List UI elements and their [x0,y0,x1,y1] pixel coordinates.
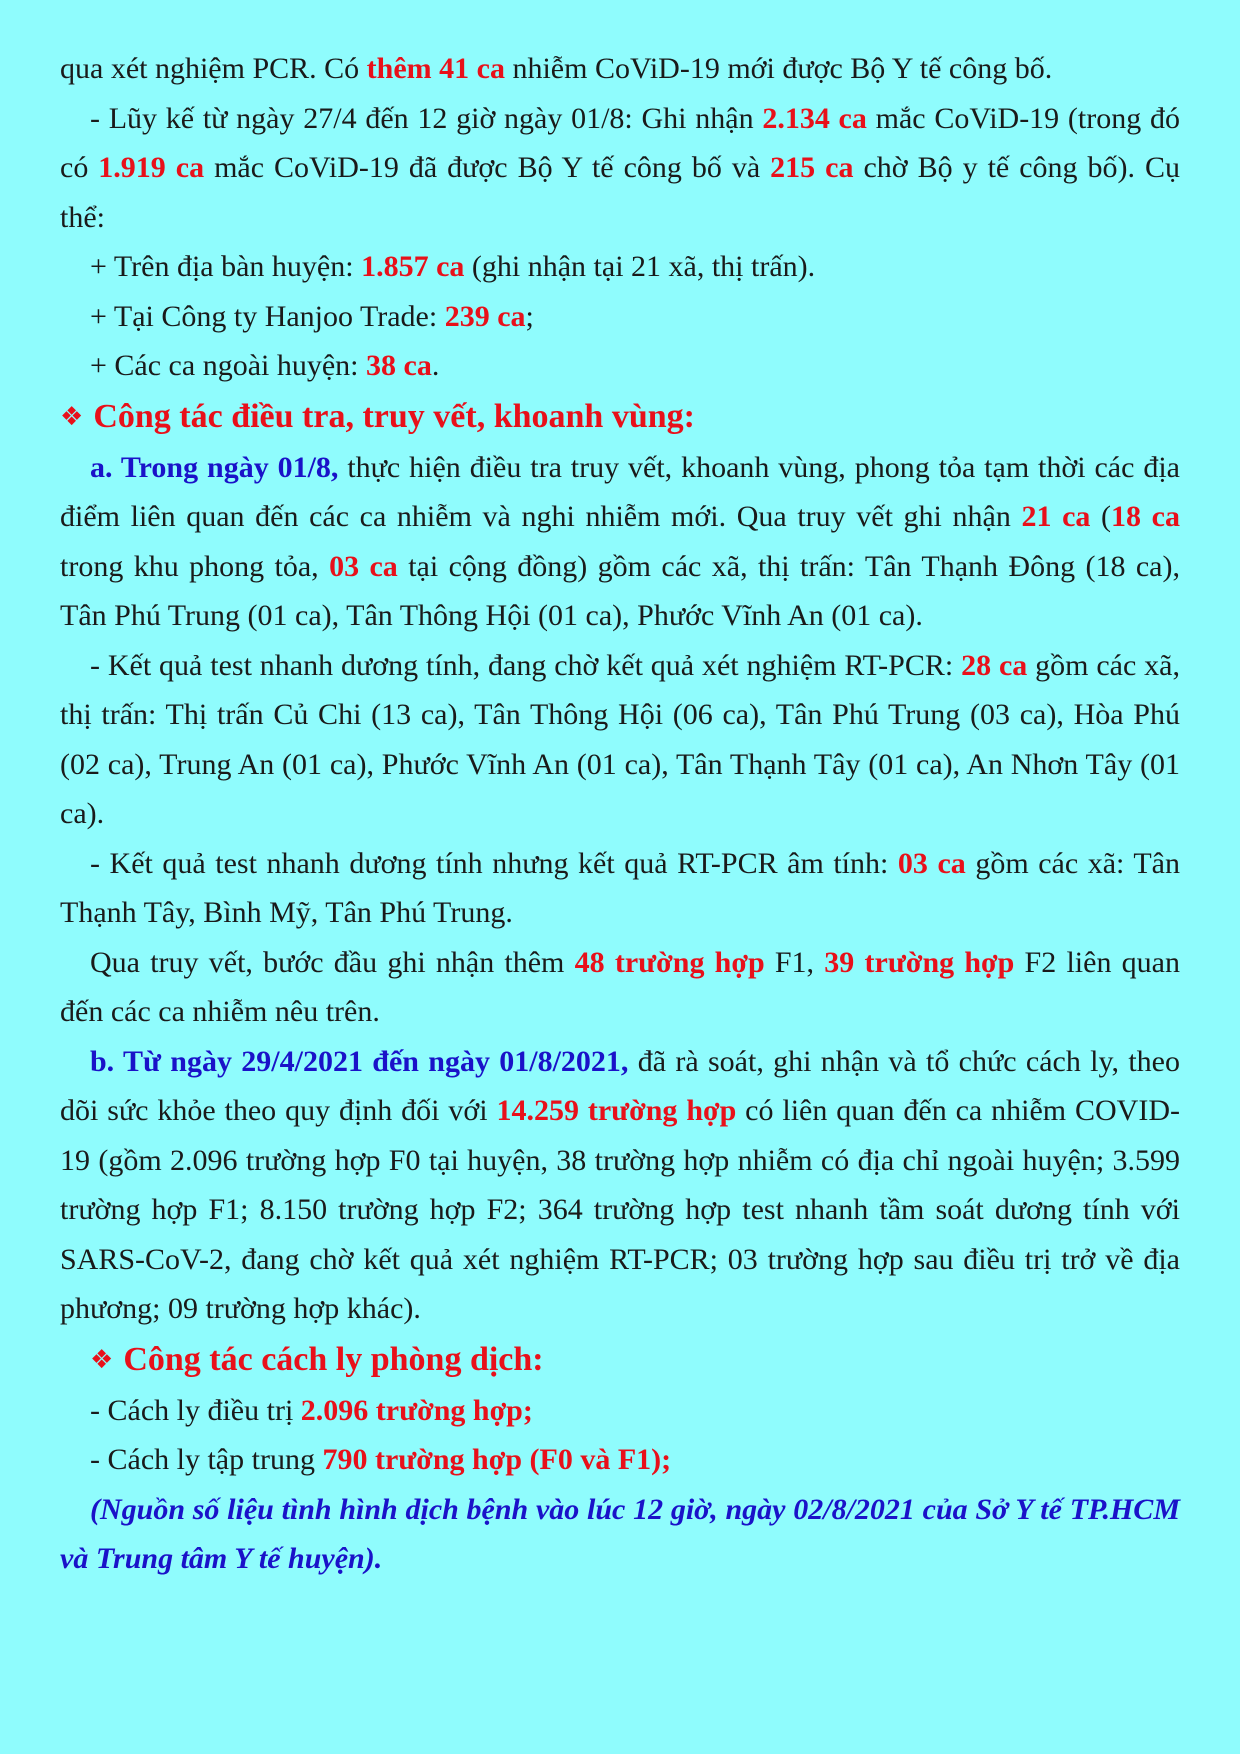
paragraph-new-cases: qua xét nghiệm PCR. Có thêm 41 ca nhiễm CoViD-19 mới được Bộ Y tế công bố. [60,52,1053,85]
source-note: (Nguồn số liệu tình hình dịch bệnh vào lúc 12 giờ, ngày 02/8/2021 của Sở Y tế TP.HCM và Trung tâm Y tế huyện). [60,1492,1180,1575]
highlight-announced-cases: 1.919 ca [98,151,205,184]
highlight-new-cases: thêm 41 ca [366,52,505,85]
paragraph-contacts: Qua truy vết, bước đầu ghi nhận thêm 48 trường hợp F1, 39 trường hợp F2 liên quan đến các ca nhiễm nêu trên. [60,945,1180,1028]
paragraph-day-investigation: a. Trong ngày 01/8, thực hiện điều tra truy vết, khoanh vùng, phong tỏa tạm thời các địa điểm liên quan đến các ca nhiễm và nghi nhiễm mới. Qua truy vết ghi nhận 21 ca (18 ca trong khu phong tỏa, 03 ca tại cộng đồng) gồm các xã, thị trấn: Tân Thạnh Đông (18 ca), Tân Phú Trung (01 ca), Tân Thông Hội (01 ca), Phước Vĩnh An (01 ca). [60,450,1180,632]
paragraph-cumulative-contacts: b. Từ ngày 29/4/2021 đến ngày 01/8/2021, đã rà soát, ghi nhận và tổ chức cách ly, theo dõi sức khỏe theo quy định đối với 14.259 trường hợp có liên quan đến ca nhiễm COVID-19 (gồm 2.096 trường hợp F0 tại huyện, 38 trường hợp nhiễm có địa chỉ ngoài huyện; 3.599 trường hợp F1; 8.150 trường hợp F2; 364 trường hợp test nhanh tầm soát dương tính với SARS-CoV-2, đang chờ kết quả xét nghiệm RT-PCR; 03 trường hợp sau điều trị trở về địa phương; 09 trường hợp khác). [60,1044,1180,1325]
item-district-cases: + Trên địa bàn huyện: 1.857 ca (ghi nhận tại 21 xã, thị trấn). [90,250,816,283]
highlight-pending-cases: 215 ca [770,151,854,184]
item-treatment-isolation: - Cách ly điều trị 2.096 trường hợp; [90,1393,533,1427]
item-company-cases: + Tại Công ty Hanjoo Trade: 239 ca; [90,299,534,333]
section-heading-isolation: ❖ Công tác cách ly phòng dịch: [90,1340,544,1378]
diamond-bullet-icon: ❖ [90,1344,114,1375]
item-outside-cases: + Các ca ngoài huyện: 38 ca. [90,349,440,382]
item-centralized-isolation: - Cách ly tập trung 790 trường hợp (F0 và F1); [90,1443,672,1476]
highlight-total-cases: 2.134 ca [762,101,867,135]
paragraph-rapid-test-negative-pcr: - Kết quả test nhanh dương tính nhưng kết quả RT-PCR âm tính: 03 ca gồm các xã: Tân Thạnh Tây, Bình Mỹ, Tân Phú Trung. [60,846,1180,929]
section-heading-investigation: ❖ Công tác điều tra, truy vết, khoanh vùng: [60,397,695,435]
paragraph-cumulative: - Lũy kế từ ngày 27/4 đến 12 giờ ngày 01/8: Ghi nhận 2.134 ca mắc CoViD-19 (trong đó có 1.919 ca mắc CoViD-19 đã được Bộ Y tế công bố và 215 ca chờ Bộ y tế công bố). Cụ thể: [60,101,1180,234]
paragraph-rapid-test-positive: - Kết quả test nhanh dương tính, đang chờ kết quả xét nghiệm RT-PCR: 28 ca gồm các xã, thị trấn: Thị trấn Củ Chi (13 ca), Tân Thông Hội (06 ca), Tân Phú Trung (03 ca), Hòa Phú (02 ca), Trung An (01 ca), Phước Vĩnh An (01 ca), Tân Thạnh Tây (01 ca), An Nhơn Tây (01 ca). [60,648,1180,830]
diamond-bullet-icon: ❖ [60,401,84,432]
